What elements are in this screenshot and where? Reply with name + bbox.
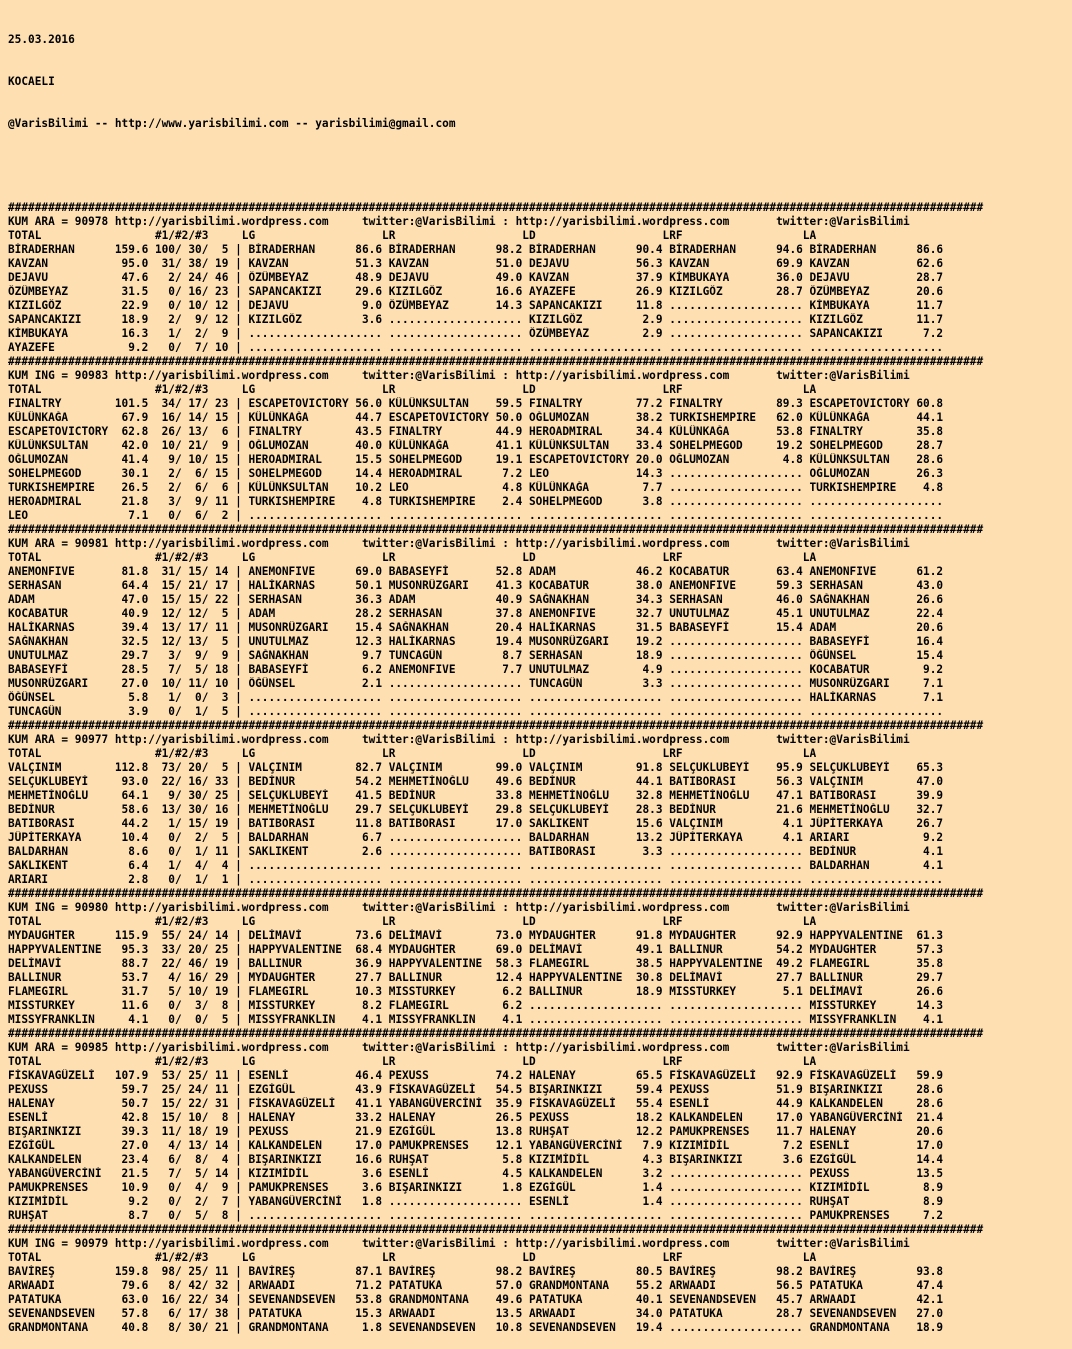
table-row: GRANDMONTANA 40.8 8/ 30/ 21 | GRANDMONTANA 1.8 SEVENANDSEVEN 10.8 SEVENANDSEVEN 19.4 .................... GRANDMONTANA 18.9 [8,1321,944,1334]
column-header: TOTAL #1/#2/#3 LG LR LD LRF LA [8,551,817,564]
table-row: PAMUKPRENSES 10.9 0/ 4/ 9 | PAMUKPRENSES 3.6 BIŞARINKIZI 1.8 EZGİGÜL 1.4 .................... KIZIMİDİL 8.9 [8,1181,944,1194]
table-row: DEJAVU 47.6 2/ 24/ 46 | ÖZÜMBEYAZ 48.9 DEJAVU 49.0 KAVZAN 37.9 KİMBUKAYA 36.0 DEJAVU 28.7 [8,271,944,284]
table-row: ESENLİ 42.8 15/ 10/ 8 | HALENAY 33.2 HALENAY 26.5 PEXUSS 18.2 KALKANDELEN 17.0 YABANGÜVERCİNİ 21.4 [8,1111,944,1124]
table-row: SOHELPMEGOD 30.1 2/ 6/ 15 | SOHELPMEGOD 14.4 HEROADMIRAL 7.2 LEO 14.3 .................... OĞLUMOZAN 26.3 [8,467,944,480]
table-row: PEXUSS 59.7 25/ 24/ 11 | EZGİGÜL 43.9 FİSKAVAGÜZELİ 54.5 BIŞARINKIZI 59.4 PEXUSS 51.9 BIŞARINKIZI 28.6 [8,1083,944,1096]
table-row: KIZIMİDİL 9.2 0/ 2/ 7 | YABANGÜVERCİNİ 1.8 .................... ESENLİ 1.4 .................... RUHŞAT 8.9 [8,1195,944,1208]
table-row: MISSYFRANKLIN 4.1 0/ 0/ 5 | MISSYFRANKLIN 4.1 MISSYFRANKLIN 4.1 .................... .................... MISSYFRANKLIN 4.1 [8,1013,944,1026]
separator-line: ################################################################################################################################################## [8,887,984,900]
table-row: OĞLUMOZAN 41.4 9/ 10/ 15 | HEROADMIRAL 15.5 SOHELPMEGOD 19.1 ESCAPETOVICTORY 20.0 OĞLUMOZAN 4.8 KÜLÜNKSULTAN 28.6 [8,453,944,466]
table-row: HALİKARNAS 39.4 13/ 17/ 11 | MUSONRÜZGARI 15.4 SAĞNAKHAN 20.4 HALİKARNAS 31.5 BABASEYFİ 15.4 ADAM 20.6 [8,621,944,634]
table-row: DELİMAVİ 88.7 22/ 46/ 19 | BALLINUR 36.9 HAPPYVALENTINE 58.3 FLAMEGIRL 38.5 HAPPYVALENTINE 49.2 FLAMEGIRL 35.8 [8,957,944,970]
separator-line: ################################################################################################################################################## [8,523,984,536]
table-row: BİRADERHAN 159.6 100/ 30/ 5 | BİRADERHAN 86.6 BİRADERHAN 98.2 BİRADERHAN 90.4 BİRADERHAN 94.6 BİRADERHAN 86.6 [8,243,944,256]
race-title: KUM ARA = 90978 http://yarisbilimi.wordpress.com twitter:@VarisBilimi : http://yarisbilimi.wordpress.com twitter:@VarisBilimi [8,215,910,228]
table-row: PATATUKA 63.0 16/ 22/ 34 | SEVENANDSEVEN 53.8 GRANDMONTANA 49.6 PATATUKA 40.1 SEVENANDSEVEN 45.7 ARWAADI 42.1 [8,1293,944,1306]
table-row: KÜLÜNKSULTAN 42.0 10/ 21/ 9 | OĞLUMOZAN 40.0 KÜLÜNKAĞA 41.1 KÜLÜNKSULTAN 33.4 SOHELPMEGOD 19.2 SOHELPMEGOD 28.7 [8,439,944,452]
table-row: HALENAY 50.7 15/ 22/ 31 | FİSKAVAGÜZELİ 41.1 YABANGÜVERCİNİ 35.9 FİSKAVAGÜZELİ 55.4 ESENLİ 44.9 KALKANDELEN 28.6 [8,1097,944,1110]
table-row: KÜLÜNKAĞA 67.9 16/ 14/ 15 | KÜLÜNKAĞA 44.7 ESCAPETOVICTORY 50.0 OĞLUMOZAN 38.2 TURKISHEMPIRE 62.0 KÜLÜNKAĞA 44.1 [8,411,944,424]
table-row: BEDİNUR 58.6 13/ 30/ 16 | MEHMETİNOĞLU 29.7 SELÇUKLUBEYİ 29.8 SELÇUKLUBEYİ 28.3 BEDİNUR 21.6 MEHMETİNOĞLU 32.7 [8,803,944,816]
table-row: RUHŞAT 8.7 0/ 5/ 8 | .................... .................... .................... .................... PAMUKPRENSES 7.2 [8,1209,944,1222]
race-section [8,887,1072,1027]
race-section [8,355,1072,523]
table-row: MISSTURKEY 11.6 0/ 3/ 8 | MISSTURKEY 8.2 FLAMEGIRL 6.2 .................... .................... MISSTURKEY 14.3 [8,999,944,1012]
column-header: TOTAL #1/#2/#3 LG LR LD LRF LA [8,747,817,760]
separator-line: ################################################################################################################################################## [8,201,984,214]
table-row: ESCAPETOVICTORY 62.8 26/ 13/ 6 | FINALTRY 43.5 FINALTRY 44.9 HEROADMIRAL 34.4 KÜLÜNKAĞA 53.8 FINALTRY 35.8 [8,425,944,438]
race-title: KUM ING = 90979 http://yarisbilimi.wordpress.com twitter:@VarisBilimi : http://yarisbilimi.wordpress.com twitter:@VarisBilimi [8,1237,910,1250]
race-section [8,1027,1072,1223]
table-row: SAKLIKENT 6.4 1/ 4/ 4 | .................... .................... .................... .................... BALDARHAN 4.1 [8,859,944,872]
table-row: TUNCAGÜN 3.9 0/ 1/ 5 | .................... .................... .................... .................... .................... [8,705,944,718]
table-row: JÜPİTERKAYA 10.4 0/ 2/ 5 | BALDARHAN 6.7 .................... BALDARHAN 13.2 JÜPİTERKAYA 4.1 ARIARI 9.2 [8,831,944,844]
table-row: SAĞNAKHAN 32.5 12/ 13/ 5 | UNUTULMAZ 12.3 HALİKARNAS 19.4 MUSONRÜZGARI 19.2 .................... BABASEYFİ 16.4 [8,635,944,648]
race-title: KUM ARA = 90981 http://yarisbilimi.wordpress.com twitter:@VarisBilimi : http://yarisbilimi.wordpress.com twitter:@VarisBilimi [8,537,910,550]
column-header: TOTAL #1/#2/#3 LG LR LD LRF LA [8,383,817,396]
table-row: KİMBUKAYA 16.3 1/ 2/ 9 | .................... .................... ÖZÜMBEYAZ 2.9 .................... SAPANCAKIZI 7.2 [8,327,944,340]
table-row: ÖZÜMBEYAZ 31.5 0/ 16/ 23 | SAPANCAKIZI 29.6 KIZILGÖZ 16.6 AYAZEFE 26.9 KIZILGÖZ 28.7 ÖZÜMBEYAZ 20.6 [8,285,944,298]
column-header: TOTAL #1/#2/#3 LG LR LD LRF LA [8,1055,817,1068]
race-title: KUM ARA = 90977 http://yarisbilimi.wordpress.com twitter:@VarisBilimi : http://yarisbilimi.wordpress.com twitter:@VarisBilimi [8,733,910,746]
table-row: HAPPYVALENTINE 95.3 33/ 20/ 25 | HAPPYVALENTINE 68.4 MYDAUGHTER 69.0 DELİMAVİ 49.1 BALLINUR 54.2 MYDAUGHTER 57.3 [8,943,944,956]
table-row: VALÇINIM 112.8 73/ 20/ 5 | VALÇINIM 82.7 VALÇINIM 99.0 VALÇINIM 91.8 SELÇUKLUBEYİ 95.9 SELÇUKLUBEYİ 65.3 [8,761,944,774]
table-row: BAVİREŞ 159.8 98/ 25/ 11 | BAVİREŞ 87.1 BAVİREŞ 98.2 BAVİREŞ 80.5 BAVİREŞ 98.2 BAVİREŞ 93.8 [8,1265,944,1278]
table-row: AYAZEFE 9.2 0/ 7/ 10 | .................... .................... .................... .................... .................... [8,341,944,354]
separator-line: ################################################################################################################################################## [8,1027,984,1040]
report-date: 25.03.2016 [8,33,75,46]
race-section [8,201,1072,355]
separator-line: ################################################################################################################################################## [8,719,984,732]
table-row: FLAMEGIRL 31.7 5/ 10/ 19 | FLAMEGIRL 10.3 MISSTURKEY 6.2 BALLINUR 18.9 MISSTURKEY 5.1 DELİMAVİ 26.6 [8,985,944,998]
race-title: KUM ING = 90980 http://yarisbilimi.wordpress.com twitter:@VarisBilimi : http://yarisbilimi.wordpress.com twitter:@VarisBilimi [8,901,910,914]
table-row: ANEMONFIVE 81.8 31/ 15/ 14 | ANEMONFIVE 69.0 BABASEYFİ 52.8 ADAM 46.2 KOCABATUR 63.4 ANEMONFIVE 61.2 [8,565,944,578]
race-section [8,1223,1072,1335]
race-sections [8,201,1072,1335]
table-row: KOCABATUR 40.9 12/ 12/ 5 | ADAM 28.2 SERHASAN 37.8 ANEMONFIVE 32.7 UNUTULMAZ 45.1 UNUTULMAZ 22.4 [8,607,944,620]
table-row: SERHASAN 64.4 15/ 21/ 17 | HALİKARNAS 50.1 MUSONRÜZGARI 41.3 KOCABATUR 38.0 ANEMONFIVE 59.3 SERHASAN 43.0 [8,579,944,592]
table-row: UNUTULMAZ 29.7 3/ 9/ 9 | SAĞNAKHAN 9.7 TUNCAGÜN 8.7 SERHASAN 18.9 .................... ÖĞÜNSEL 15.4 [8,649,944,662]
separator-line: ################################################################################################################################################## [8,1223,984,1236]
table-row: EZGİGÜL 27.0 4/ 13/ 14 | KALKANDELEN 17.0 PAMUKPRENSES 12.1 YABANGÜVERCİNİ 7.9 KIZIMİDİL 7.2 ESENLİ 17.0 [8,1139,944,1152]
table-row: ADAM 47.0 15/ 15/ 22 | SERHASAN 36.3 ADAM 40.9 SAĞNAKHAN 34.3 SERHASAN 46.0 SAĞNAKHAN 26.6 [8,593,944,606]
race-title: KUM ARA = 90985 http://yarisbilimi.wordpress.com twitter:@VarisBilimi : http://yarisbilimi.wordpress.com twitter:@VarisBilimi [8,1041,910,1054]
column-header: TOTAL #1/#2/#3 LG LR LD LRF LA [8,1251,817,1264]
report-city: KOCAELI [8,75,55,88]
blank-line [8,159,1072,173]
table-row: LEO 7.1 0/ 6/ 2 | .................... .................... .................... .................... .................... [8,509,944,522]
table-row: HEROADMIRAL 21.8 3/ 9/ 11 | TURKISHEMPIRE 4.8 TURKISHEMPIRE 2.4 SOHELPMEGOD 3.8 .................... .................... [8,495,944,508]
table-row: ARIARI 2.8 0/ 1/ 1 | .................... .................... .................... .................... .................... [8,873,944,886]
table-row: BIŞARINKIZI 39.3 11/ 18/ 19 | PEXUSS 21.9 EZGİGÜL 13.8 RUHŞAT 12.2 PAMUKPRENSES 11.7 HALENAY 20.6 [8,1125,944,1138]
race-title: KUM ING = 90983 http://yarisbilimi.wordpress.com twitter:@VarisBilimi : http://yarisbilimi.wordpress.com twitter:@VarisBilimi [8,369,910,382]
table-row: BALLINUR 53.7 4/ 16/ 29 | MYDAUGHTER 27.7 BALLINUR 12.4 HAPPYVALENTINE 30.8 DELİMAVİ 27.7 BALLINUR 29.7 [8,971,944,984]
table-row: KAVZAN 95.0 31/ 38/ 19 | KAVZAN 51.3 KAVZAN 51.0 DEJAVU 56.3 KAVZAN 69.9 KAVZAN 62.6 [8,257,944,270]
table-row: MEHMETİNOĞLU 64.1 9/ 30/ 25 | SELÇUKLUBEYİ 41.5 BEDİNUR 33.8 MEHMETİNOĞLU 32.8 MEHMETİNOĞLU 47.1 BATIBORASI 39.9 [8,789,944,802]
table-row: BALDARHAN 8.6 0/ 1/ 11 | SAKLIKENT 2.6 .................... BATIBORASI 3.3 .................... BEDİNUR 4.1 [8,845,944,858]
table-row: FİSKAVAGÜZELİ 107.9 53/ 25/ 11 | ESENLİ 46.4 PEXUSS 74.2 HALENAY 65.5 FİSKAVAGÜZELİ 92.9 FİSKAVAGÜZELİ 59.9 [8,1069,944,1082]
report-contact: @VarisBilimi -- http://www.yarisbilimi.com -- yarisbilimi@gmail.com [8,117,456,130]
table-row: FINALTRY 101.5 34/ 17/ 23 | ESCAPETOVICTORY 56.0 KÜLÜNKSULTAN 59.5 FINALTRY 77.2 FINALTRY 89.3 ESCAPETOVICTORY 60.8 [8,397,944,410]
table-row: KIZILGÖZ 22.9 0/ 10/ 12 | DEJAVU 9.0 ÖZÜMBEYAZ 14.3 SAPANCAKIZI 11.8 .................... KİMBUKAYA 11.7 [8,299,944,312]
table-row: SELÇUKLUBEYİ 93.0 22/ 16/ 33 | BEDİNUR 54.2 MEHMETİNOĞLU 49.6 BEDİNUR 44.1 BATIBORASI 56.3 VALÇINIM 47.0 [8,775,944,788]
table-row: BATIBORASI 44.2 1/ 15/ 19 | BATIBORASI 11.8 BATIBORASI 17.0 SAKLIKENT 15.6 VALÇINIM 4.1 JÜPİTERKAYA 26.7 [8,817,944,830]
table-row: KALKANDELEN 23.4 6/ 8/ 4 | BIŞARINKIZI 16.6 RUHŞAT 5.8 KIZIMİDİL 4.3 BIŞARINKIZI 3.6 EZGİGÜL 14.4 [8,1153,944,1166]
race-section [8,719,1072,887]
table-row: TURKISHEMPIRE 26.5 2/ 6/ 6 | KÜLÜNKSULTAN 10.2 LEO 4.8 KÜLÜNKAĞA 7.7 .................... TURKISHEMPIRE 4.8 [8,481,944,494]
table-row: SEVENANDSEVEN 57.8 6/ 17/ 38 | PATATUKA 15.3 ARWAADI 13.5 ARWAADI 34.0 PATATUKA 28.7 SEVENANDSEVEN 27.0 [8,1307,944,1320]
table-row: ÖĞÜNSEL 5.8 1/ 0/ 3 | .................... .................... .................... .................... HALİKARNAS 7.1 [8,691,944,704]
table-row: MYDAUGHTER 115.9 55/ 24/ 14 | DELİMAVİ 73.6 DELİMAVİ 73.0 MYDAUGHTER 91.8 MYDAUGHTER 92.9 HAPPYVALENTINE 61.3 [8,929,944,942]
separator-line: ################################################################################################################################################## [8,355,984,368]
column-header: TOTAL #1/#2/#3 LG LR LD LRF LA [8,229,817,242]
table-row: SAPANCAKIZI 18.9 2/ 9/ 12 | KIZILGÖZ 3.6 .................... KIZILGÖZ 2.9 .................... KIZILGÖZ 11.7 [8,313,944,326]
table-row: YABANGÜVERCİNİ 21.5 7/ 5/ 14 | KIZIMİDİL 3.6 ESENLİ 4.5 KALKANDELEN 3.2 .................... PEXUSS 13.5 [8,1167,944,1180]
table-row: MUSONRÜZGARI 27.0 10/ 11/ 10 | ÖĞÜNSEL 2.1 .................... TUNCAGÜN 3.3 .................... MUSONRÜZGARI 7.1 [8,677,944,690]
column-header: TOTAL #1/#2/#3 LG LR LD LRF LA [8,915,817,928]
table-row: BABASEYFİ 28.5 7/ 5/ 18 | BABASEYFİ 6.2 ANEMONFIVE 7.7 UNUTULMAZ 4.9 .................... KOCABATUR 9.2 [8,663,944,676]
table-row: ARWAADI 79.6 8/ 42/ 32 | ARWAADI 71.2 PATATUKA 57.0 GRANDMONTANA 55.2 ARWAADI 56.5 PATATUKA 47.4 [8,1279,944,1292]
race-section [8,523,1072,719]
